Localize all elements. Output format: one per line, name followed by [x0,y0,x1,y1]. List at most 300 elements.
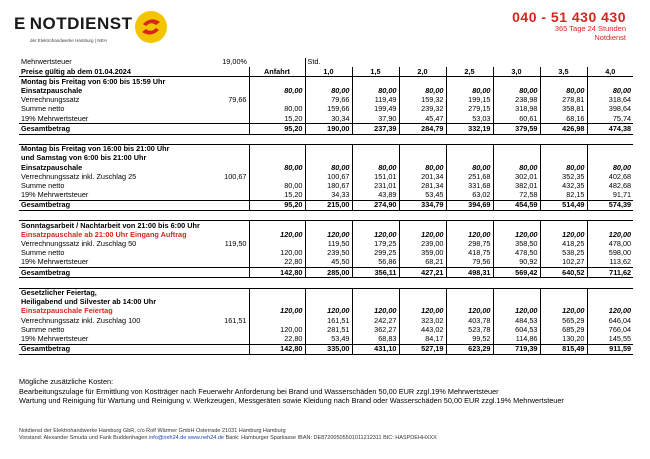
price-value: 242,27 [352,316,399,325]
price-value: 199,15 [446,96,493,105]
pauschale-label: Einsatzpauschale [21,86,83,96]
price-value: 82,15 [540,191,587,201]
price-value: 352,35 [540,172,587,181]
table-cell [540,221,587,231]
total-value: 334,79 [399,200,446,210]
price-table-body [19,58,633,354]
anfahrt-value: 95,20 [249,200,305,210]
table-cell [249,288,305,298]
section-title: Montag bis Freitag von 6:00 bis 15:59 Uhr [19,77,249,87]
price-value: 30,34 [305,114,352,124]
vat-amount-row [19,114,633,124]
price-value: 120,00 [540,230,587,239]
price-value: 482,68 [587,181,633,190]
price-value: 53,45 [399,191,446,201]
rate-value: 119,50 [224,239,247,249]
price-value: 80,00 [587,87,633,96]
table-cell [587,134,633,144]
table-cell [305,221,352,231]
price-value: 685,29 [540,325,587,334]
price-value: 113,62 [587,258,633,268]
hours-header-row [19,67,633,77]
price-value: 80,00 [446,87,493,96]
table-cell [493,154,540,163]
table-cell [249,211,305,221]
vat-amount-row [19,334,633,344]
price-value: 239,00 [399,240,446,249]
price-value: 80,00 [493,87,540,96]
price-value: 299,25 [352,249,399,258]
table-cell [446,288,493,298]
vat-amount-label: 19% Mehrwertsteuer [21,114,89,123]
table-cell [446,278,493,288]
price-value: 119,49 [352,96,399,105]
anfahrt-value: 22,80 [249,334,305,344]
price-value: 79,66 [305,96,352,105]
price-value: 565,29 [540,316,587,325]
price-value: 281,34 [399,181,446,190]
netto-row [19,325,633,334]
table-cell [249,221,305,231]
price-value: 120,00 [352,307,399,316]
price-value: 119,50 [305,240,352,249]
pauschale-row [19,87,633,96]
anfahrt-value: 120,00 [249,307,305,316]
table-cell [249,134,305,144]
hours-header: 1,5 [352,67,399,77]
anfahrt-value: 80,00 [249,105,305,114]
table-cell [305,278,352,288]
vat-label: Mehrwertsteuer [21,58,72,67]
price-value: 159,66 [305,105,352,114]
table-cell [209,211,249,221]
hours-header: 3,0 [493,67,540,77]
price-value: 145,55 [587,334,633,344]
total-value: 427,21 [399,268,446,278]
table-cell [399,221,446,231]
table-cell [399,77,446,87]
price-value: 53,03 [446,114,493,124]
table-cell [249,77,305,87]
price-value: 34,33 [305,191,352,201]
price-value: 80,00 [399,163,446,172]
price-table [19,58,633,355]
total-value: 426,98 [540,124,587,134]
lightning-logo-icon [134,10,168,44]
vat-value: 19,00% [222,58,247,67]
price-value: 402,68 [587,172,633,181]
table-cell [587,298,633,307]
price-value: 114,86 [493,334,540,344]
table-cell [540,144,587,154]
price-value: 323,02 [399,316,446,325]
table-cell [446,144,493,154]
total-label: Gesamtbetrag [19,268,249,278]
price-value: 79,56 [446,258,493,268]
table-cell [493,278,540,288]
section-title-row [19,221,633,231]
total-value: 284,79 [399,124,446,134]
footer-links[interactable]: info@neh24.de www.neh24.de [148,435,224,441]
price-value: 298,75 [446,240,493,249]
table-cell [493,221,540,231]
vat-amount-row [19,258,633,268]
anfahrt-value: 120,00 [249,230,305,239]
price-value: 278,81 [540,96,587,105]
price-value: 90,92 [493,258,540,268]
total-value: 711,62 [587,268,633,278]
table-cell [352,154,399,163]
hours-header: 4,0 [587,67,633,77]
table-cell [249,144,305,154]
anfahrt-value: 95,20 [249,124,305,134]
hours-header: 2,0 [399,67,446,77]
section-spacer [19,211,633,221]
price-value: 403,78 [446,316,493,325]
vat-amount-label: 19% Mehrwertsteuer [21,257,89,267]
vat-amount-row [19,191,633,201]
vat-row [19,58,633,67]
price-value: 382,01 [493,181,540,190]
anfahrt-value: 120,00 [249,325,305,334]
price-value: 179,25 [352,240,399,249]
price-value: 251,68 [446,172,493,181]
section-title-row [19,298,633,307]
price-value: 159,32 [399,96,446,105]
table-cell [249,240,305,249]
table-cell [19,211,209,221]
rate-label: Verrechnungssatz [21,95,80,105]
total-row [19,124,633,134]
vat-amount-label: 19% Mehrwertsteuer [21,190,89,200]
price-value: 538,25 [540,249,587,258]
price-value: 318,98 [493,105,540,114]
additional-cost-line: Wartung und Reinigung für Wartung und Reinigung v. Werkzeugen, Messgeräten sowie Kleidung nach Brand oder Wasserschäden 50,00 EUR zzgl.19% Mehrwertsteuer [19,396,564,406]
price-value: 766,04 [587,325,633,334]
total-value: 356,11 [352,268,399,278]
price-value: 358,50 [493,240,540,249]
section-title: Heiligabend und Silvester ab 14:00 Uhr [21,297,157,307]
total-value: 719,39 [493,344,540,354]
availability: 365 Tage 24 Stunden [554,24,626,33]
rate-row [19,240,633,249]
anfahrt-value: 120,00 [249,249,305,258]
price-value: 279,15 [446,105,493,114]
total-row [19,268,633,278]
pauschale-row [19,307,633,316]
table-cell [446,77,493,87]
price-value: 120,00 [493,230,540,239]
phone-number[interactable]: 040 - 51 430 430 [512,9,626,25]
table-cell [249,298,305,307]
total-value: 474,38 [587,124,633,134]
table-cell [19,278,209,288]
table-cell [249,316,305,325]
total-value: 394,69 [446,200,493,210]
price-value: 318,64 [587,96,633,105]
price-value: 120,00 [399,230,446,239]
total-value: 335,00 [305,344,352,354]
hours-label: Std. [305,58,633,67]
table-cell [587,154,633,163]
price-value: 120,00 [352,230,399,239]
logo [14,14,133,43]
price-value: 478,50 [493,249,540,258]
price-value: 63,02 [446,191,493,201]
total-value: 514,49 [540,200,587,210]
additional-cost-line: Bearbeitungszulage für Ermittlung von Kostträger nach Feuerwehr Anforderung bei Brand und Wasserschäden 50,00 EUR zzgl.19% Mehrwertsteuer [19,386,499,396]
price-value: 80,00 [493,163,540,172]
table-cell [587,278,633,288]
table-cell [352,298,399,307]
total-value: 815,49 [540,344,587,354]
price-value: 120,00 [399,307,446,316]
price-value: 432,35 [540,181,587,190]
price-value: 80,00 [305,163,352,172]
price-value: 231,01 [352,181,399,190]
section-title-row [19,77,633,87]
table-cell [209,134,249,144]
table-cell [352,278,399,288]
price-value: 239,50 [305,249,352,258]
table-cell [352,144,399,154]
price-value: 359,00 [399,249,446,258]
pauschale-label: Einsatzpauschale [21,163,83,172]
anfahrt-value: 142,80 [249,268,305,278]
table-cell [305,77,352,87]
price-value: 100,67 [305,172,352,181]
total-value: 190,00 [305,124,352,134]
table-cell [305,298,352,307]
price-value: 45,50 [305,258,352,268]
total-value: 215,00 [305,200,352,210]
price-value: 68,21 [399,258,446,268]
table-cell [399,154,446,163]
netto-label: Summe netto [21,248,65,258]
table-cell [493,144,540,154]
total-label: Gesamtbetrag [19,124,249,134]
table-cell [399,298,446,307]
total-value: 431,10 [352,344,399,354]
total-value: 285,00 [305,268,352,278]
table-cell [352,221,399,231]
total-row [19,344,633,354]
total-value: 274,90 [352,200,399,210]
additional-costs-title: Mögliche zusätzliche Kosten: [19,377,114,386]
price-value: 72,58 [493,191,540,201]
rate-row [19,172,633,181]
footer [19,428,437,442]
pauschale-row [19,163,633,172]
table-cell [305,211,352,221]
price-value: 68,16 [540,114,587,124]
table-cell [446,298,493,307]
table-cell [540,298,587,307]
table-cell [305,134,352,144]
table-cell [493,77,540,87]
valid-from-label: Preise gültig ab dem 01.04.2024 [21,67,131,76]
logo-subtitle: der Elektrohandwerke Hamburg | NEH [30,38,107,43]
price-value: 91,71 [587,191,633,201]
rate-label: Verrechnungssatz inkl. Zuschlag 100 [21,316,141,325]
table-cell [587,144,633,154]
price-value: 120,00 [446,307,493,316]
table-cell [540,154,587,163]
price-value: 199,49 [352,105,399,114]
total-value: 498,31 [446,268,493,278]
footer-address: Notdienst der Elektrohandwerke Hamburg GbR, c/o Rolf Wärmer GmbH Osterrade 21031 Hamburg Hamburg [19,428,286,434]
footer-contact: Vorstand: Alexander Smuda und Fank Buddenhagen info@neh24.de www.neh24.de Bank: Hamburger Sparkasse IBAN: DE87200505501011212311 BIC: HASPDEHHXXX [19,435,437,441]
price-value: 43,89 [352,191,399,201]
price-value: 84,17 [399,334,446,344]
section-title: Gesetzlicher Feiertag, [19,288,249,298]
table-cell [493,298,540,307]
hotline [512,9,626,42]
table-cell [352,211,399,221]
anfahrt-value: 80,00 [249,87,305,96]
table-cell [587,221,633,231]
section-title-row [19,144,633,154]
table-cell [493,134,540,144]
price-value: 45,47 [399,114,446,124]
anfahrt-value: 15,20 [249,114,305,124]
price-value: 398,64 [587,105,633,114]
total-value: 574,39 [587,200,633,210]
anfahrt-value: 142,80 [249,344,305,354]
total-row [19,200,633,210]
anfahrt-value: 22,80 [249,258,305,268]
price-value: 80,00 [352,87,399,96]
price-value: 598,00 [587,249,633,258]
table-cell [587,211,633,221]
rate-value: 79,66 [228,95,247,105]
rate-label: Verrechnungssatz inkl. Zuschlag 25 [21,172,137,181]
anfahrt-header: Anfahrt [249,67,305,77]
price-value: 120,00 [540,307,587,316]
price-value: 130,20 [540,334,587,344]
table-cell [587,288,633,298]
table-cell [305,154,352,163]
price-value: 60,61 [493,114,540,124]
section-title-row [19,154,633,163]
rate-row [19,96,633,105]
table-cell [540,278,587,288]
anfahrt-value: 80,00 [249,181,305,190]
price-value: 331,68 [446,181,493,190]
price-value: 358,81 [540,105,587,114]
hours-header: 2,5 [446,67,493,77]
table-cell [399,144,446,154]
price-value: 56,86 [352,258,399,268]
service-label: Notdienst [594,32,626,42]
table-cell [446,221,493,231]
price-value: 120,00 [305,230,352,239]
table-cell [493,288,540,298]
table-cell [587,77,633,87]
table-cell [249,96,305,105]
price-value: 443,02 [399,325,446,334]
price-value: 418,25 [540,240,587,249]
total-value: 332,19 [446,124,493,134]
table-cell [249,278,305,288]
netto-row [19,249,633,258]
table-cell [305,288,352,298]
price-value: 80,00 [587,163,633,172]
table-cell [446,154,493,163]
table-cell [305,144,352,154]
table-cell [399,288,446,298]
netto-row [19,105,633,114]
price-value: 102,27 [540,258,587,268]
table-cell [446,134,493,144]
additional-costs [19,377,564,406]
price-value: 180,67 [305,181,352,190]
price-value: 646,04 [587,316,633,325]
total-value: 454,59 [493,200,540,210]
price-value: 120,00 [305,307,352,316]
table-cell [352,288,399,298]
netto-row [19,181,633,190]
table-cell [352,134,399,144]
price-value: 80,00 [540,87,587,96]
section-title: Montag bis Freitag von 16:00 bis 21:00 Uhr [19,144,249,154]
price-value: 604,53 [493,325,540,334]
price-value: 120,00 [587,307,633,316]
price-value: 238,98 [493,96,540,105]
price-value: 161,51 [305,316,352,325]
price-value: 37,90 [352,114,399,124]
total-value: 623,29 [446,344,493,354]
table-cell [249,154,305,163]
table-cell [446,211,493,221]
table-cell [352,77,399,87]
price-value: 53,49 [305,334,352,344]
vat-amount-label: 19% Mehrwertsteuer [21,334,89,343]
price-value: 418,75 [446,249,493,258]
netto-label: Summe netto [21,181,65,190]
netto-label: Summe netto [21,325,65,334]
pauschale-label: Einsatzpauschale Feiertag [21,306,113,316]
price-value: 484,53 [493,316,540,325]
table-cell [540,134,587,144]
table-cell [19,134,209,144]
section-spacer [19,278,633,288]
price-value: 201,34 [399,172,446,181]
table-cell [249,172,305,181]
section-title: Sonntagsarbeit / Nachtarbeit von 21:00 bis 6:00 Uhr [19,221,249,231]
price-value: 151,01 [352,172,399,181]
total-value: 640,52 [540,268,587,278]
section-title-row [19,288,633,298]
table-cell [209,278,249,288]
hours-header: 3,5 [540,67,587,77]
netto-label: Summe netto [21,104,65,114]
price-value: 302,01 [493,172,540,181]
rate-label: Verrechnungssatz inkl. Zuschlag 50 [21,239,137,249]
price-value: 75,74 [587,114,633,124]
table-cell [540,77,587,87]
table-cell [540,211,587,221]
price-value: 362,27 [352,325,399,334]
total-value: 911,59 [587,344,633,354]
pauschale-row [19,230,633,239]
table-cell [493,211,540,221]
total-value: 237,39 [352,124,399,134]
total-label: Gesamtbetrag [19,200,249,210]
price-value: 80,00 [352,163,399,172]
table-cell [399,278,446,288]
table-cell [399,134,446,144]
